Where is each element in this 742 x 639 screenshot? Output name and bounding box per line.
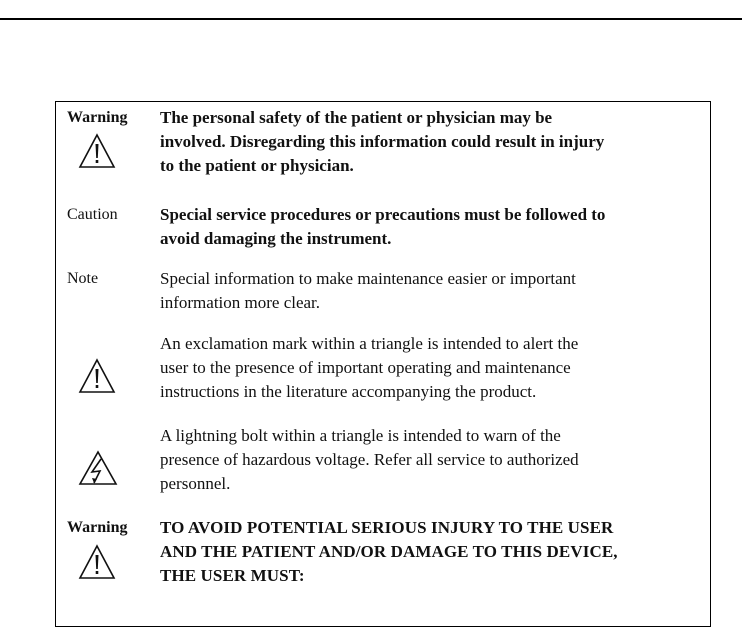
exclamation-symbol-text bbox=[160, 332, 706, 404]
warning-label: Warning bbox=[67, 519, 128, 536]
caution-label: Caution bbox=[67, 206, 118, 223]
note-label: Note bbox=[67, 270, 99, 287]
text-line: AND THE PATIENT AND/OR DAMAGE TO THIS DEVICE, bbox=[160, 542, 618, 561]
lightning-symbol-text bbox=[160, 424, 706, 496]
note-text bbox=[160, 267, 706, 315]
text-line: Special service procedures or precautions must be followed to bbox=[160, 205, 606, 224]
text-line: involved. Disregarding this information could result in injury bbox=[160, 132, 605, 151]
exclamation-triangle-icon bbox=[78, 133, 116, 169]
text-line: personnel. bbox=[160, 474, 231, 493]
text-line: instructions in the literature accompanying the product. bbox=[160, 382, 537, 401]
warning-label: Warning bbox=[67, 109, 128, 126]
exclamation-triangle-icon bbox=[78, 544, 116, 580]
final-warning-text bbox=[160, 516, 706, 588]
text-line: avoid damaging the instrument. bbox=[160, 229, 392, 248]
text-line: user to the presence of important operating and maintenance bbox=[160, 358, 571, 377]
text-line: presence of hazardous voltage. Refer all service to authorized bbox=[160, 450, 579, 469]
text-line: The personal safety of the patient or physician may be bbox=[160, 108, 553, 127]
safety-symbols-table bbox=[55, 101, 711, 627]
caution-text bbox=[160, 203, 706, 251]
top-rule bbox=[0, 18, 742, 20]
text-line: to the patient or physician. bbox=[160, 156, 354, 175]
text-line: THE USER MUST: bbox=[160, 566, 305, 585]
text-line: information more clear. bbox=[160, 293, 321, 312]
text-line: A lightning bolt within a triangle is intended to warn of the bbox=[160, 426, 561, 445]
lightning-bolt-triangle-icon bbox=[78, 450, 118, 486]
text-line: An exclamation mark within a triangle is intended to alert the bbox=[160, 334, 579, 353]
warning-text bbox=[160, 106, 706, 178]
text-line: TO AVOID POTENTIAL SERIOUS INJURY TO THE USER bbox=[160, 518, 614, 537]
text-line: Special information to make maintenance easier or important bbox=[160, 269, 576, 288]
exclamation-triangle-icon bbox=[78, 358, 116, 394]
